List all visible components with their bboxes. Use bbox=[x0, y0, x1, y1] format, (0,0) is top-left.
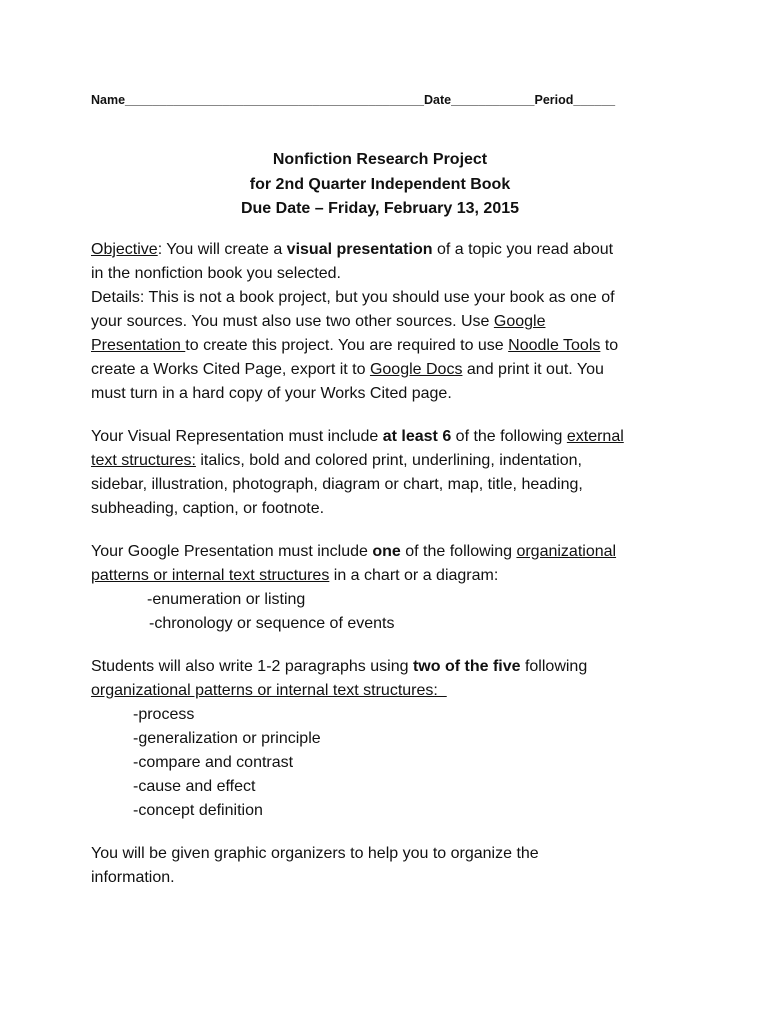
visual-line-2: text structures: italics, bold and colored print, underlining, indentation, bbox=[91, 452, 582, 469]
visual-line-3: sidebar, illustration, photograph, diagram or chart, map, title, heading, bbox=[91, 476, 583, 493]
list-item: -enumeration or listing bbox=[147, 591, 306, 608]
title-line-1: Nonfiction Research Project bbox=[272, 151, 488, 168]
noodle-tools-link: Noodle Tools bbox=[508, 337, 601, 354]
closing-line-2: information. bbox=[91, 869, 175, 886]
title-block bbox=[0, 148, 768, 222]
two-of-five-bold: two of the five bbox=[412, 658, 521, 675]
list-item: -cause and effect bbox=[133, 778, 256, 795]
details-line-2: your sources. You must also use two other sources. Use Google bbox=[91, 313, 546, 330]
visual-presentation-bold: visual presentation bbox=[286, 241, 433, 258]
students-line-2: organizational patterns or internal text structures: bbox=[91, 682, 447, 699]
details-line-3: Presentation to create this project. You are required to use Noodle Tools to bbox=[91, 337, 619, 354]
list-item: -process bbox=[133, 706, 195, 723]
list-item: -concept definition bbox=[133, 802, 263, 819]
list-item: -generalization or principle bbox=[133, 730, 321, 747]
closing-line-1: You will be given graphic organizers to help you to organize the bbox=[91, 845, 539, 862]
document-body bbox=[91, 238, 691, 890]
google-link-part2: Presentation bbox=[91, 337, 186, 354]
details-line-1: Details: This is not a book project, but you should use your book as one of bbox=[91, 289, 615, 306]
due-date-line: Due Date – Friday, February 13, 2015 bbox=[240, 200, 520, 217]
title-line-2: for 2nd Quarter Independent Book bbox=[249, 175, 511, 193]
list-item: -chronology or sequence of events bbox=[149, 615, 395, 632]
details-line-5: must turn in a hard copy of your Works Cited page. bbox=[91, 385, 452, 402]
google-link-part1: Google bbox=[493, 313, 546, 330]
visual-line-4: subheading, caption, or footnote. bbox=[91, 500, 325, 517]
google-line-2: patterns or internal text structures in a chart or a diagram: bbox=[91, 567, 499, 584]
google-docs-link: Google Docs bbox=[369, 361, 463, 378]
visual-line-1: Your Visual Representation must include at least 6 of the following external bbox=[91, 428, 624, 445]
at-least-6-bold: at least 6 bbox=[382, 428, 452, 445]
students-line-1: Students will also write 1-2 paragraphs using two of the five following bbox=[91, 658, 588, 675]
list-item: -compare and contrast bbox=[133, 754, 294, 771]
name-date-period-line: Name___________________________________________Date____________Period______ bbox=[91, 93, 616, 107]
one-bold: one bbox=[372, 543, 401, 560]
google-line-1: Your Google Presentation must include one of the following organizational bbox=[91, 543, 617, 560]
details-line-4: create a Works Cited Page, export it to Google Docs and print it out. You bbox=[91, 361, 604, 378]
objective-line-2: in the nonfiction book you selected. bbox=[91, 265, 341, 282]
objective-line-1: Objective: You will create a visual presentation of a topic you read about bbox=[91, 241, 614, 258]
objective-label: Objective bbox=[91, 241, 158, 258]
